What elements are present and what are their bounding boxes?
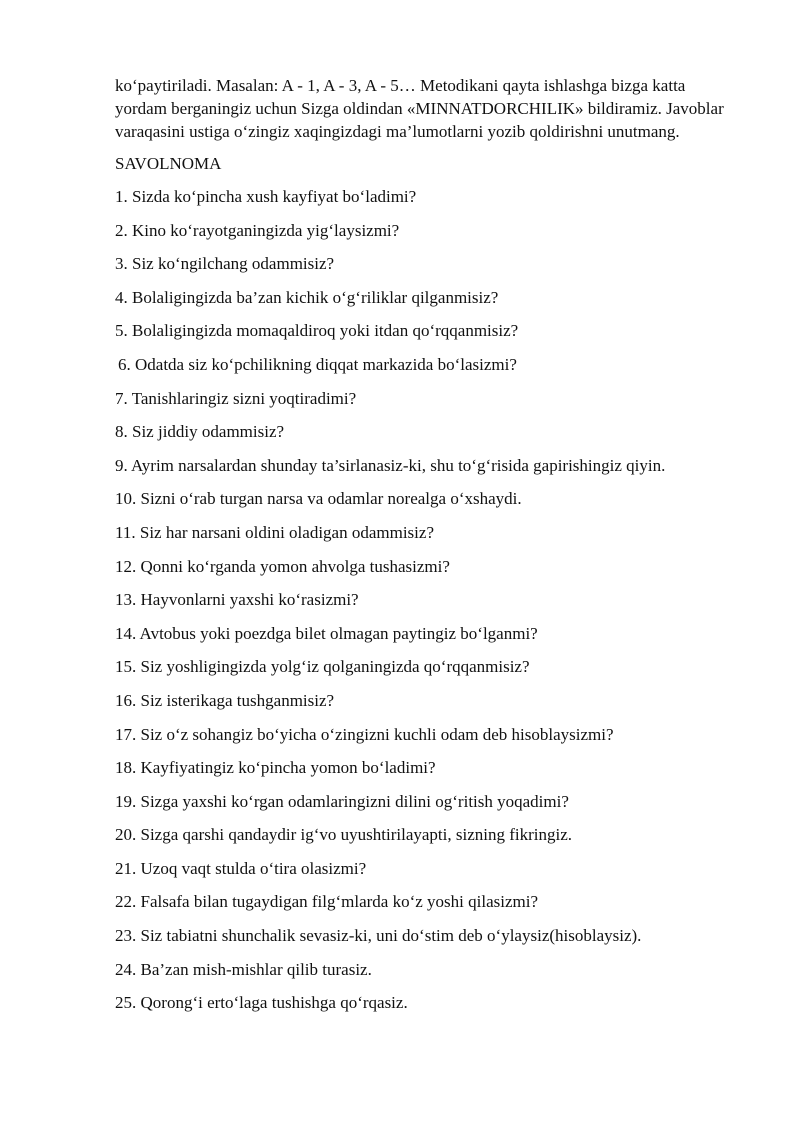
question-item: 8. Siz jiddiy odammisiz? [115, 422, 285, 442]
question-item: 1. Sizda ko‘pincha xush kayfiyat bo‘ladimi? [115, 187, 417, 206]
question-item: 9. Ayrim narsalardan shunday ta’sirlanasiz-ki, shu to‘g‘risida gapirishingiz qiyin. [115, 455, 666, 475]
question-item: 3. Siz ko‘ngilchang odammisiz? [115, 254, 335, 274]
question-item: 22. Falsafa bilan tugaydigan filg‘mlarda ko‘z yoshi qilasizmi? [115, 892, 538, 912]
question-item: 6. Odatda siz ko‘pchilikning diqqat markazida bo‘lasizmi? [118, 354, 517, 374]
question-item: 25. Qorong‘i erto‘laga tushishga qo‘rqasiz. [115, 993, 408, 1013]
question-item: 15. Siz yoshligingizda yolg‘iz qolganingizda qo‘rqqanmisiz? [115, 657, 530, 677]
intro-paragraph: ko‘paytiriladi. Masalan: A - 1, A - 3, A - 5… Metodikani qayta ishlashga bizga katta yordam berganingiz uchun Sizga oldindan «MINNATDORCHILIK» bildiramiz. Javoblar varaqasini ustiga o‘zingiz xaqingizdagi ma’lumotlarni yozib qoldirishni unutmang. [115, 76, 724, 141]
question-item: 20. Sizga qarshi qandaydir ig‘vo uyushtirilayapti, sizning fikringiz. [115, 825, 573, 845]
question-item: 10. Sizni o‘rab turgan narsa va odamlar norealga o‘xshaydi. [115, 489, 522, 509]
question-item: 7. Tanishlaringiz sizni yoqtiradimi? [115, 388, 357, 408]
question-item: 18. Kayfiyatingiz ko‘pincha yomon bo‘ladimi? [115, 758, 436, 778]
questionnaire-heading: SAVOLNOMA [115, 154, 222, 173]
question-item: 16. Siz isterikaga tushganmisiz? [115, 690, 335, 710]
question-item: 12. Qonni ko‘rganda yomon ahvolga tushasizmi? [115, 556, 450, 576]
question-item: 4. Bolaligingizda ba’zan kichik o‘g‘riliklar qilganmisiz? [115, 287, 499, 307]
question-list [115, 185, 735, 1025]
question-item: 2. Kino ko‘rayotganingizda yig‘laysizmi? [115, 220, 400, 240]
question-item: 21. Uzoq vaqt stulda o‘tira olasizmi? [115, 858, 367, 878]
question-item: 14. Avtobus yoki poezdga bilet olmagan paytingiz bo‘lganmi? [115, 623, 538, 643]
question-item: 11. Siz har narsani oldini oladigan odammisiz? [115, 522, 434, 542]
question-item: 17. Siz o‘z sohangiz bo‘yicha o‘zingizni kuchli odam deb hisoblaysizmi? [115, 724, 614, 744]
document-page [115, 74, 735, 1025]
question-item: 24. Ba’zan mish-mishlar qilib turasiz. [115, 959, 372, 979]
question-item: 5. Bolaligingizda momaqaldiroq yoki itdan qo‘rqqanmisiz? [115, 321, 519, 341]
question-item: 19. Sizga yaxshi ko‘rgan odamlaringizni dilini og‘ritish yoqadimi? [115, 791, 569, 811]
question-item: 13. Hayvonlarni yaxshi ko‘rasizmi? [115, 590, 359, 610]
question-item: 23. Siz tabiatni shunchalik sevasiz-ki, uni do‘stim deb o‘ylaysiz(hisoblaysiz). [115, 926, 642, 946]
